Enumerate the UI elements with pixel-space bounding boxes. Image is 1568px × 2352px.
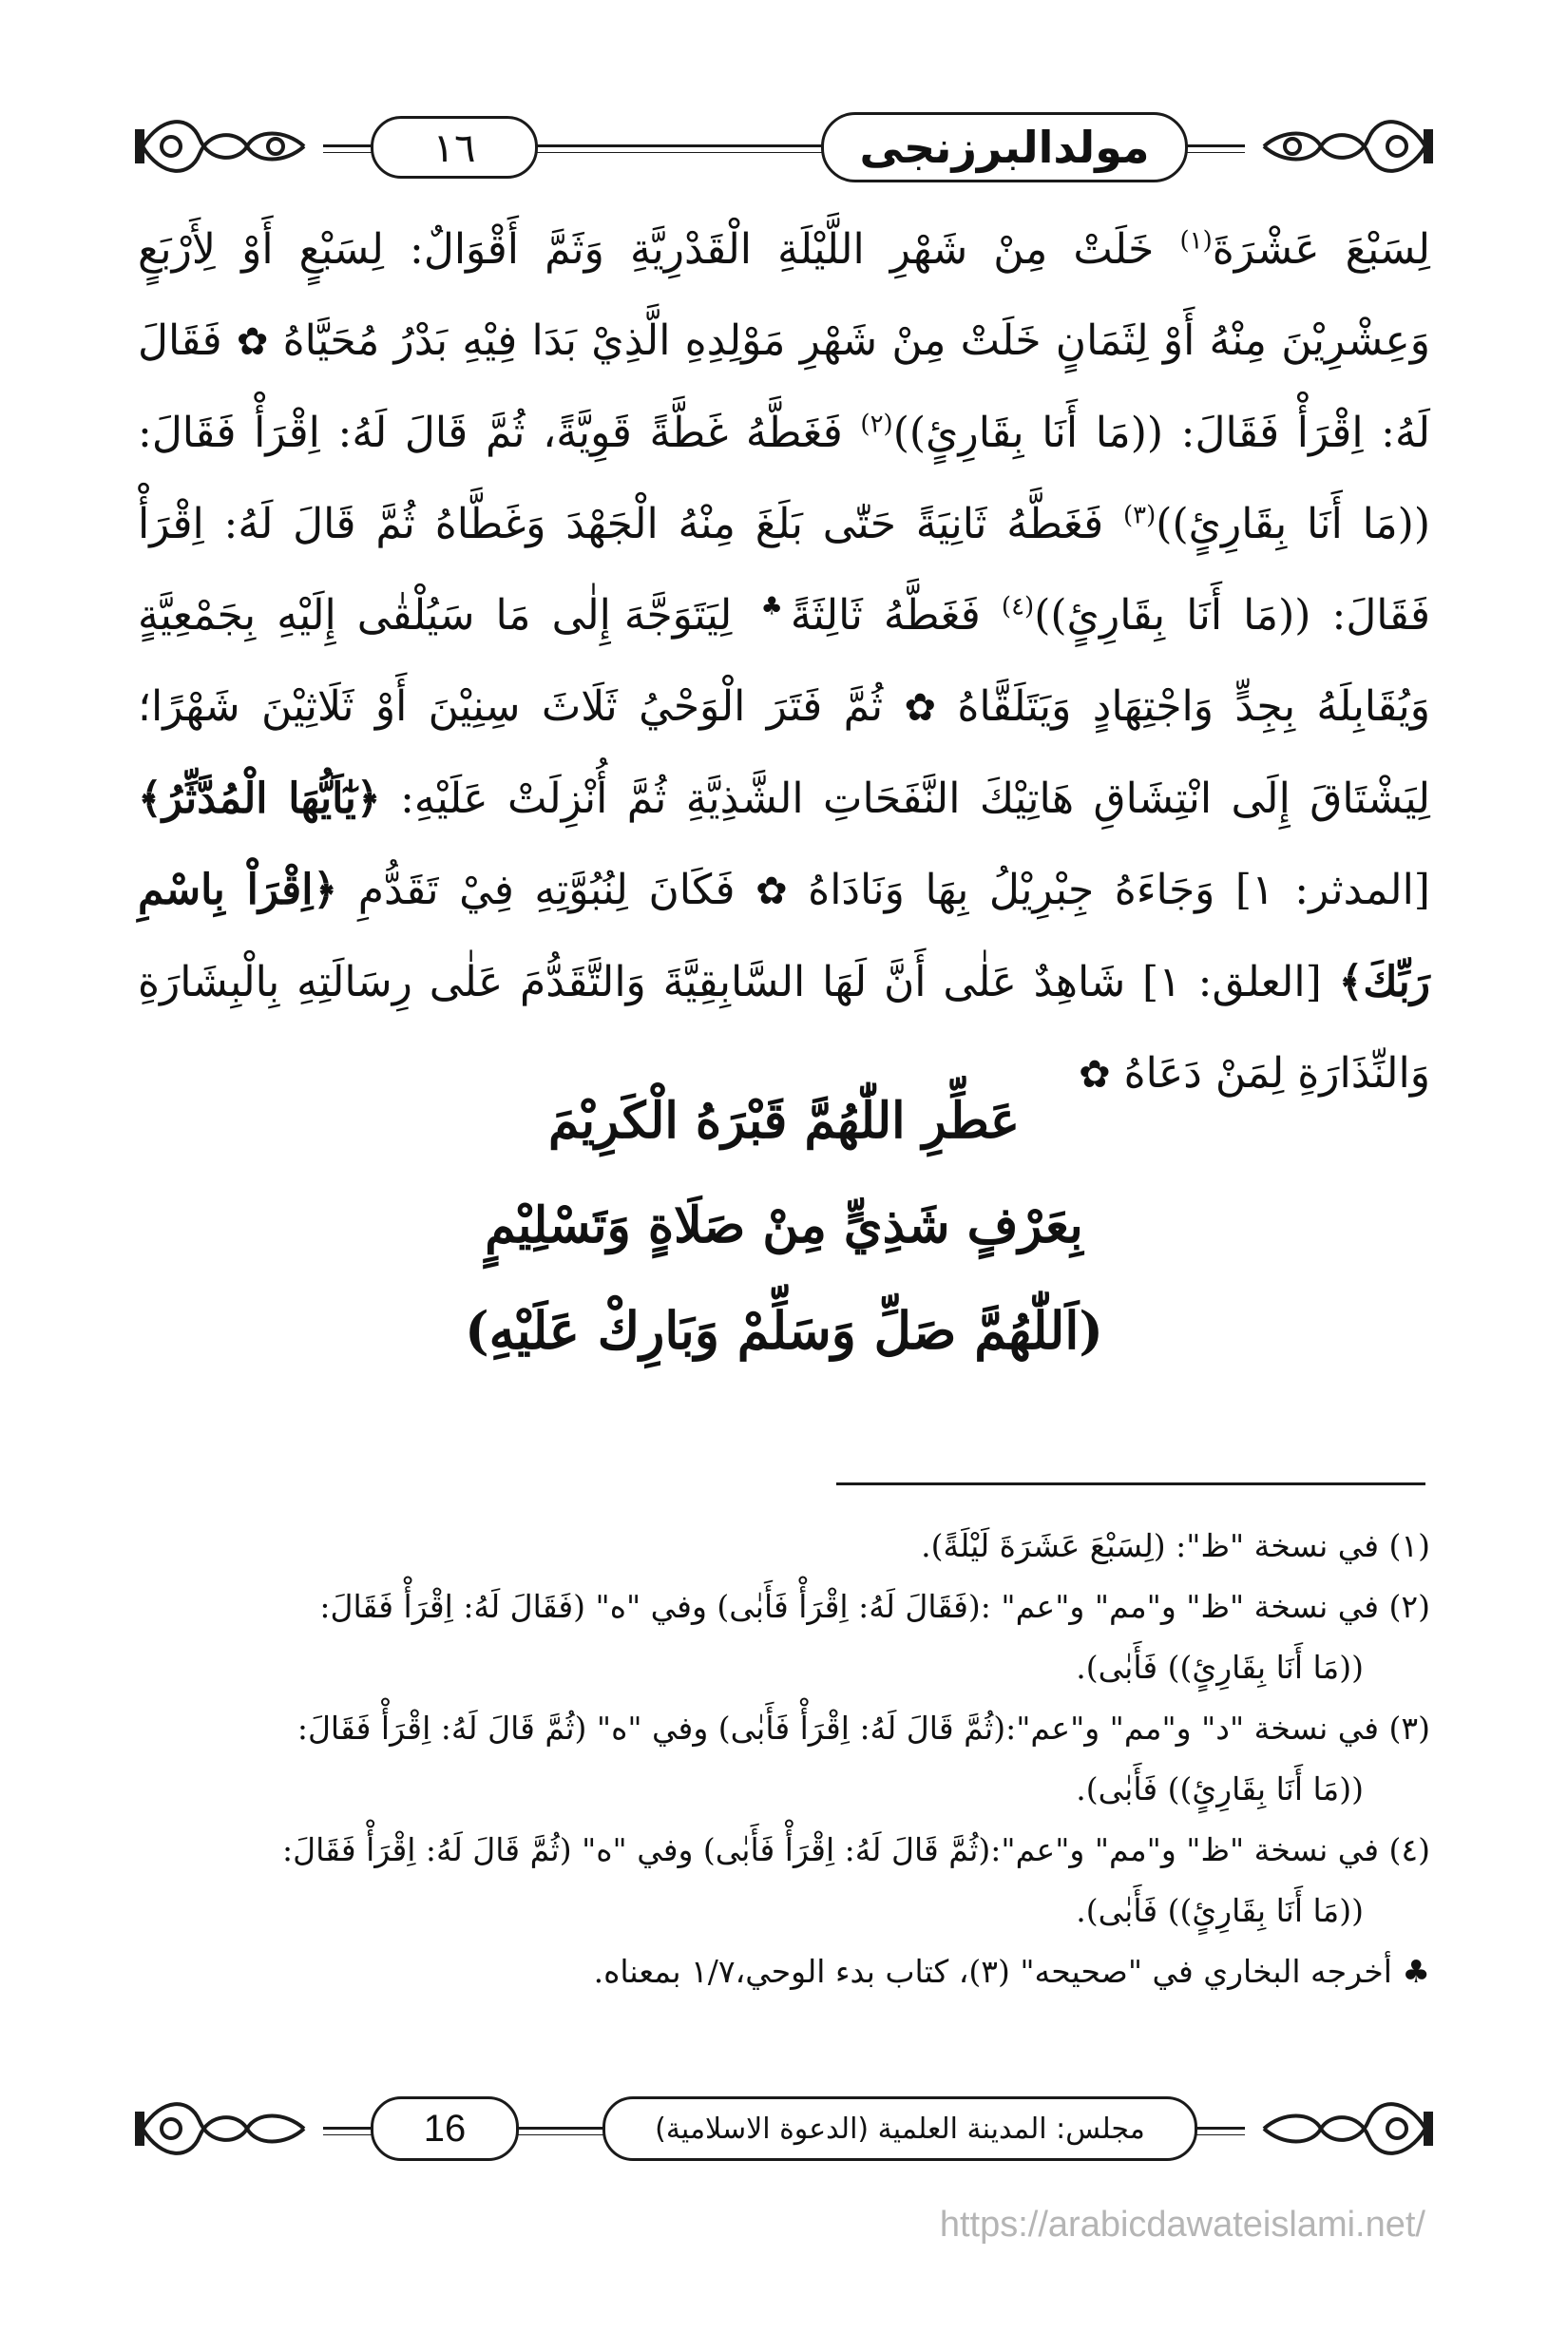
footnote-text: (٤) في نسخة "ظ" و"مم" و"عم":(ثُمَّ قَالَ لَهُ: اِقْرَأْ فَأَبٰى) وفي "ه" (ثُمَّ قَالَ لَهُ: اِقْرَأْ فَقَالَ: (282, 1831, 1430, 1868)
text-run: لِسَبْعَ عَشْرَةَ (1212, 225, 1430, 274)
footnote-ref-3[interactable]: (٣) (1123, 501, 1157, 530)
footnote-ref-2[interactable]: (٢) (860, 410, 893, 439)
footnote-1: (١) في نسخة "ظ": (لِسَبْعَ عَشَرَةَ لَيْلَةً). (921, 1527, 1430, 1564)
footnote-ref-1[interactable]: (١) (1179, 226, 1213, 256)
book-title: مولدالبرزنجى (821, 112, 1188, 182)
text-run: فَغَطَّهُ ثَانِيَةً حَتّٰى بَلَغَ مِنْهُ الْجَهْدَ وَغَطَّاهُ ثُمَّ قَالَ لَهُ: اِقْرَأْ فَقَالَ: ((مَا أَنَا بِقَارِئٍ)) (138, 500, 1431, 640)
flower-separator-icon: ✿ (236, 320, 269, 364)
footnotes (138, 1516, 1430, 2002)
footnote-continuation: ((مَا أَنَا بِقَارِئٍ)) فَأَبٰى). (1076, 1649, 1364, 1686)
club-footnote-ref-icon[interactable]: ♣ (753, 592, 791, 621)
text-run: فَغَطَّهُ ثَالِثَةً (790, 591, 981, 640)
text-run: [العلق: ١] شَاهِدٌ عَلٰى أَنَّ لَهَا السَّابِقِيَّةَ وَالتَّقَدُّمَ عَلٰى رِسَالَتِهِ بِالْبِشَارَةِ وَالنِّذَارَةِ لِمَنْ دَعَاهُ (138, 958, 1430, 1098)
page-footer (133, 2091, 1435, 2167)
footnote-divider (836, 1482, 1425, 1485)
centered-verses (138, 1069, 1430, 1383)
footnote-ref-4[interactable]: (٤) (1001, 592, 1035, 621)
flower-separator-icon: ✿ (904, 686, 937, 730)
right-ornament-icon (1254, 110, 1435, 182)
footnote-text: (٢) في نسخة "ظ" و"مم" و"عم" :(فَقَالَ لَهُ: اِقْرَأْ فَأَبٰى) وفي "ه" (فَقَالَ لَهُ: اِقْرَأْ فَقَالَ: (319, 1588, 1430, 1625)
text-run: فَغَطَّهُ غَطَّةً قَوِيَّةً، ثُمَّ قَالَ لَهُ: اِقْرَأْ فَقَالَ: ((مَا أَنَا بِقَارِئٍ)) (138, 409, 1430, 548)
page-header (133, 103, 1435, 188)
footnote-hadith-source: ♣ أخرجه البخاري في "صحيحه" (٣)، كتاب بدء الوحي،١/٧ بمعناه. (593, 1953, 1430, 1990)
footer-right-ornament-icon (1254, 2093, 1435, 2165)
footnote-continuation: ((مَا أَنَا بِقَارِئٍ)) فَأَبٰى). (1076, 1892, 1364, 1929)
left-ornament-icon (133, 110, 314, 182)
verse-line-2: بِعَرْفٍ شَذِيٍّ مِنْ صَلَاةٍ وَتَسْلِيْمٍ (485, 1196, 1083, 1254)
text-run: خَلَتْ مِنْ شَهْرِ اللَّيْلَةِ الْقَدْرِيَّةِ وَثَمَّ أَقْوَالٌ: لِسَبْعٍ أَوْ لِأَرْبَعٍ وَعِشْرِيْنَ مِنْهُ أَوْ لِثَمَانٍ خَلَتْ مِنْ شَهْرِ مَوْلِدِهِ الَّذِيْ بَدَا فِيْهِ بَدْرُ مُحَيَّاهُ (138, 225, 1430, 365)
text-run: لِيَتَوَجَّهَ إِلٰى مَا سَيُلْقٰى إِلَيْهِ بِجَمْعِيَّةٍ وَيُقَابِلَهُ بِجِدٍّ وَاجْتِهَادٍ وَيَتَلَقَّاهُ (138, 591, 1430, 731)
footer-left-ornament-icon (133, 2093, 314, 2165)
quran-verse: ﴿اِقْرَاْ بِاسْمِ رَبِّكَ﴾ (138, 866, 1430, 1006)
salawat-line: (اَللّٰهُمَّ صَلِّ وَسَلِّمْ وَبَارِكْ عَلَيْهِ) (465, 1300, 1103, 1361)
text-run: ثُمَّ فَتَرَ الْوَحْيُ ثَلَاثَ سِنِيْنَ أَوْ ثَلَاثِيْنَ شَهْرًا؛ لِيَشْتَاقَ إِلَى انْتِشَاقِ هَاتِيْكَ النَّفَحَاتِ الشَّذِيَّةِ ثُمَّ أُنْزِلَتْ عَلَيْهِ: (138, 682, 1430, 823)
text-run: فَقَالَ لَهُ: اِقْرَأْ فَقَالَ: ((مَا أَنَا بِقَارِئٍ)) (138, 316, 1430, 457)
text-run: [المدثر: ١] وَجَاءَهُ جِبْرِيْلُ بِهَا وَنَادَاهُ (808, 866, 1430, 914)
flower-separator-icon: ✿ (1079, 1053, 1111, 1097)
flower-separator-icon: ✿ (755, 870, 788, 913)
footnote-3 (138, 1698, 1430, 1820)
footnote-4 (138, 1820, 1430, 1941)
quran-verse: ﴿يٰٓاَيُّهَا الْمُدَّثِّرُ﴾ (138, 774, 381, 823)
verse-line-1: عَطِّرِ اللّٰهُمَّ قَبْرَهُ الْكَرِيْمَ (547, 1092, 1021, 1150)
footer-page-number: 16 (371, 2096, 519, 2161)
main-text (138, 204, 1430, 1120)
publisher-label: مجلس: المدينة العلمية (الدعوة الاسلامية) (602, 2096, 1197, 2161)
header-page-number: ١٦ (371, 116, 538, 179)
paragraph (138, 204, 1430, 1120)
watermark-url[interactable]: https://arabicdawateislami.net/ (939, 2205, 1425, 2245)
footnote-2 (138, 1577, 1430, 1698)
footnote-continuation: ((مَا أَنَا بِقَارِئٍ)) فَأَبٰى). (1076, 1770, 1364, 1807)
text-run: فَكَانَ لِنُبُوَّتِهِ فِيْ تَقَدُّمِ (357, 866, 736, 914)
footnote-text: (٣) في نسخة "د" و"مم" و"عم":(ثُمَّ قَالَ لَهُ: اِقْرَأْ فَأَبٰى) وفي "ه" (ثُمَّ قَالَ لَهُ: اِقْرَأْ فَقَالَ: (296, 1710, 1430, 1747)
